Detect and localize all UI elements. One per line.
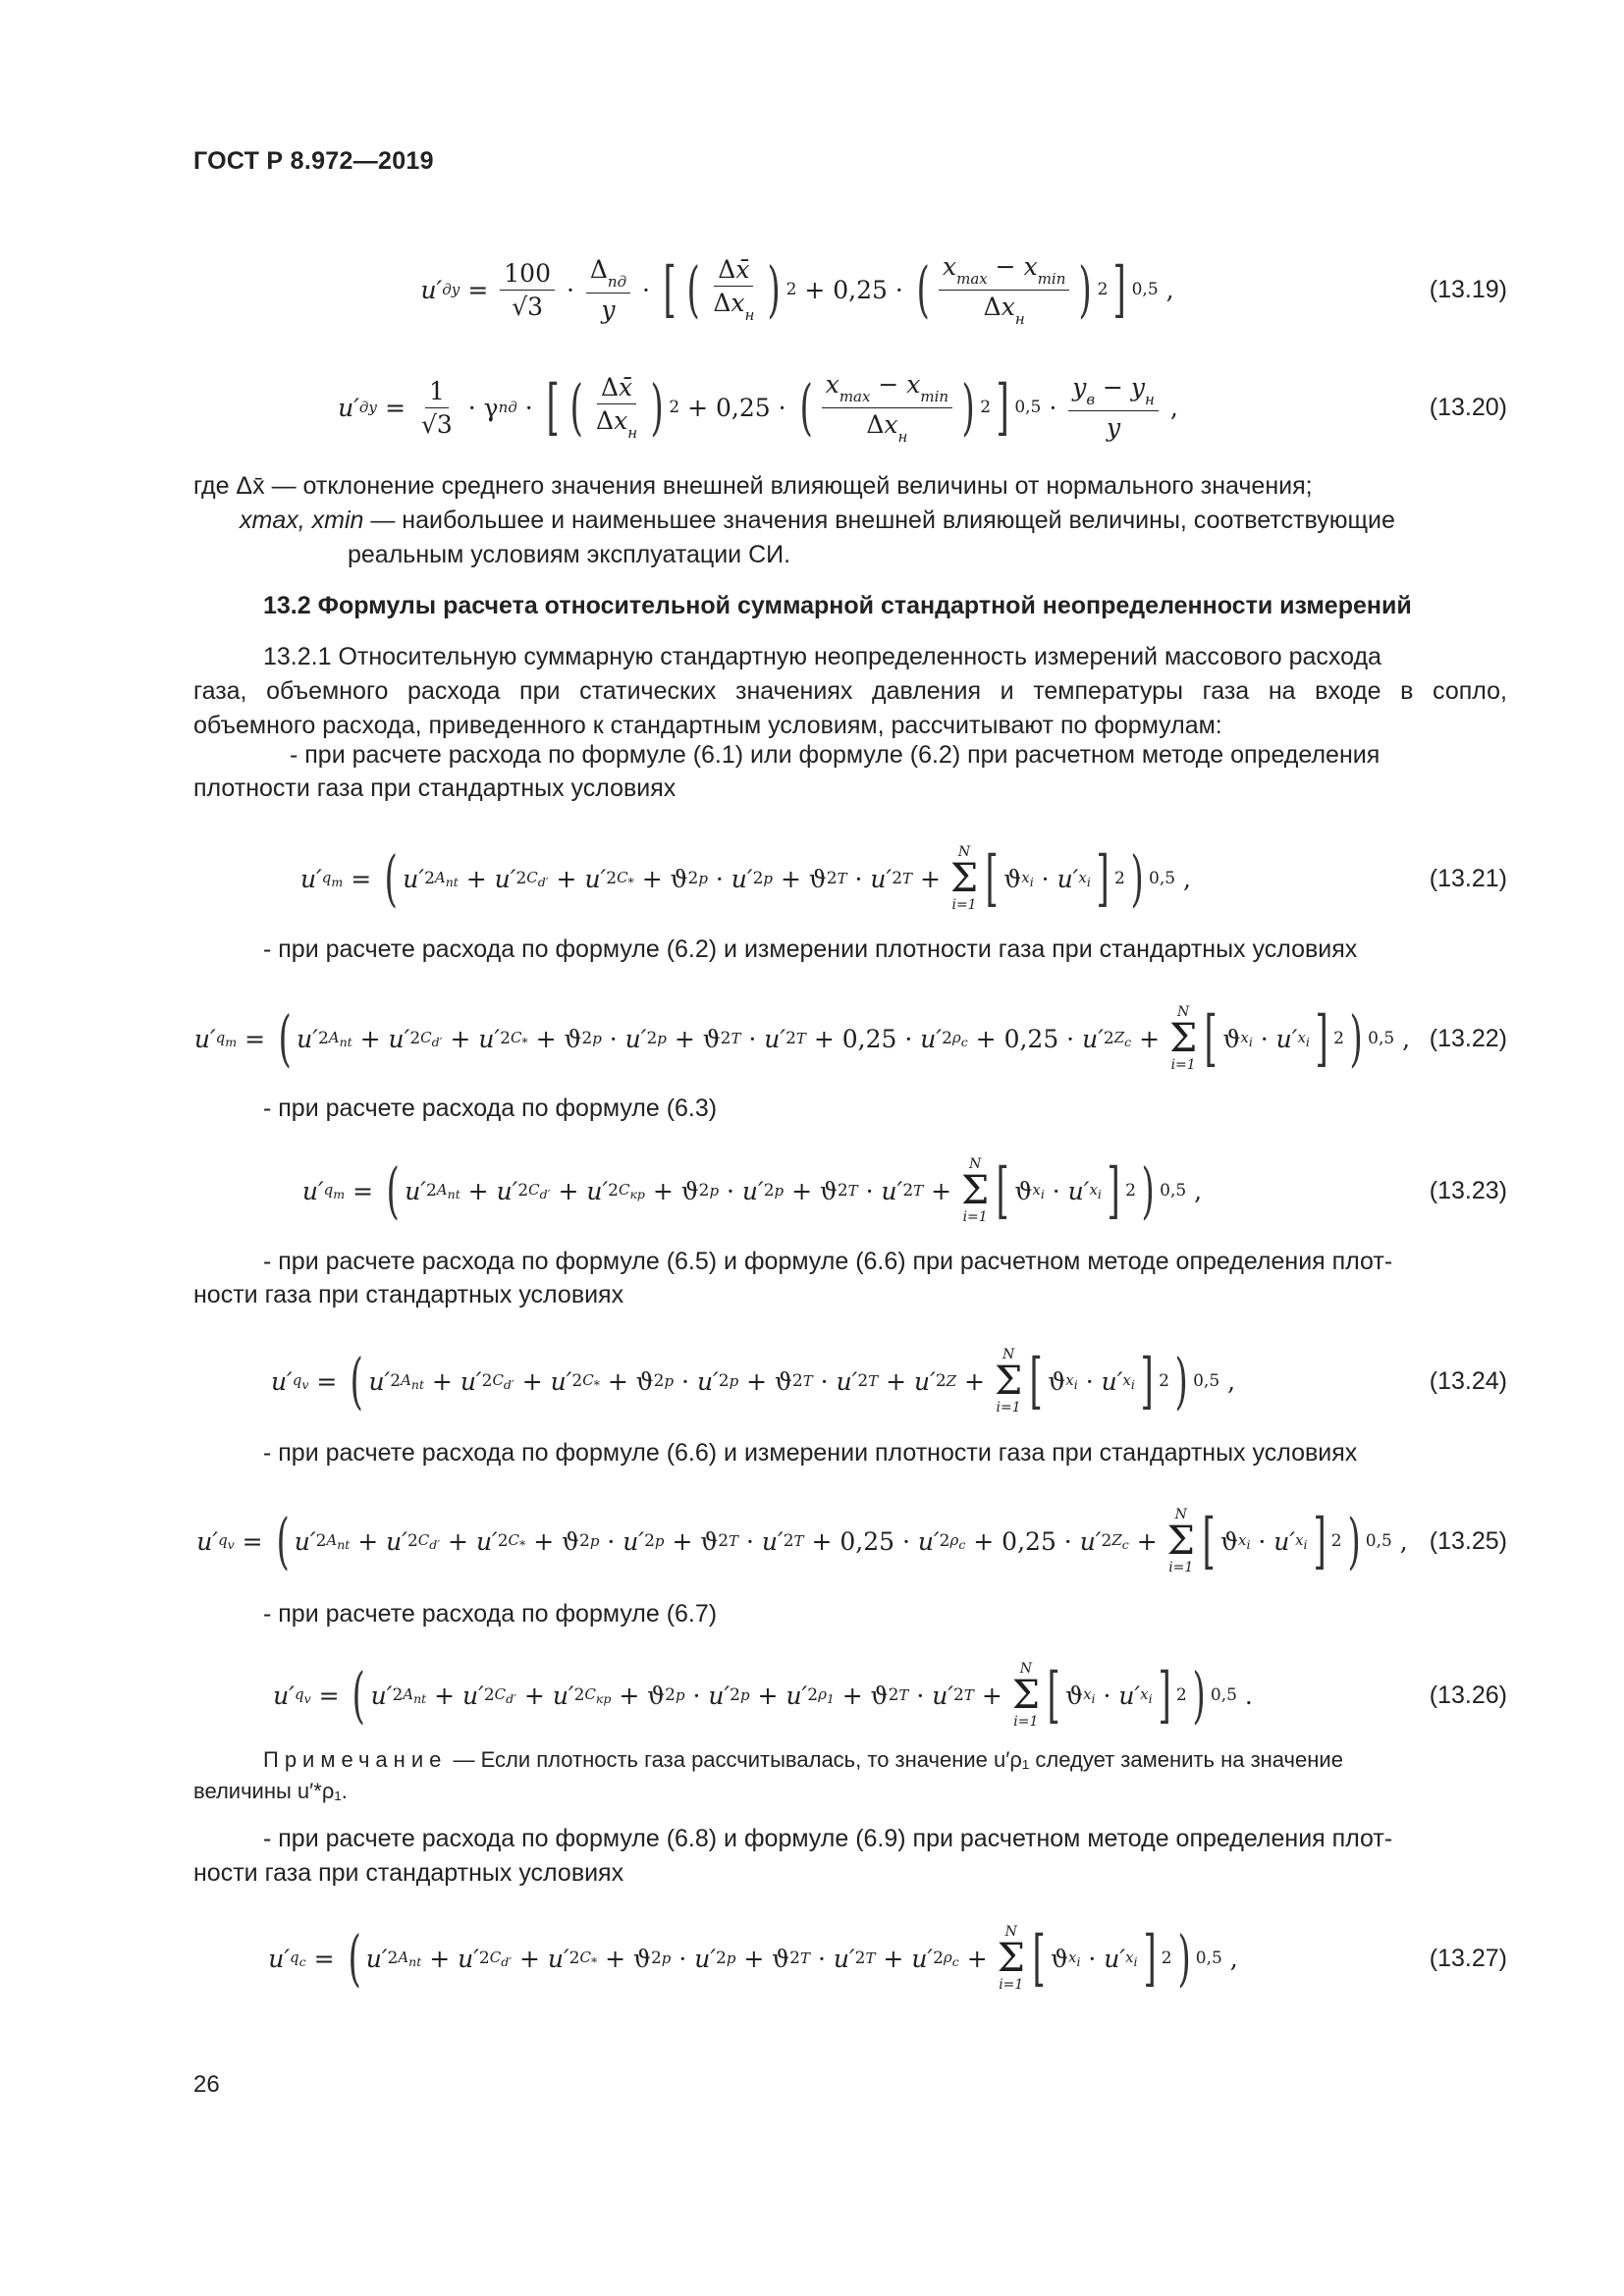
case-line: - при расчете расхода по формуле (6.2) и измерении плотности газа при стандартных условиях	[263, 935, 1358, 963]
note-text: — Если плотность газа рассчитывалась, то значение u′ρ₁ следует заменить на значение	[453, 1747, 1343, 1772]
formula-13-22	[193, 985, 1507, 1093]
formula-body: u′ $q_m$ = ( u′ 2 $A_{nt}$ + u′ 2 $C_{d'}$ + u′ 2 $C_{кр}$ + ϑ 2 p · u′ 2 p + ϑ 2 T · u′ 2 T + N Σ i=1 [ ϑ $x_i$ · u′ $x_i$ ] 2 ) 0,5 ,	[301, 1154, 1203, 1226]
where-vars: xmax, xmin	[240, 507, 364, 534]
formula-body: u′ $q_v$ = ( u′ 2 $A_{nt}$ + u′ 2 $C_{d'}$ + u′ 2 $C_*$ + ϑ 2 p · u′ 2 p + ϑ 2 T · u′ 2 T + 0,25 · u′ 2 $\rho_c$ + 0,25 · u′ 2 $Z_c$ + N Σ i=1 [ ϑ $x_i$ · u′ $x_i$ ] 2 ) 0,5 ,	[196, 1505, 1408, 1576]
formula-body: u′ $q_v$ = ( u′ 2 $A_{nt}$ + u′ 2 $C_{d'}$ + u′ 2 $C_{кр}$ + ϑ 2 p · u′ 2 p + u′ 2 $\rho_1$ + ϑ 2 T · u′ 2 T + N Σ i=1 [ ϑ $x_i$ · u′ $x_i$ ] 2 ) 0,5 .	[273, 1659, 1253, 1731]
formula-number: (13.23)	[1429, 1176, 1507, 1204]
formula-body: u′ $q_v$ = ( u′ 2 $A_{nt}$ + u′ 2 $C_{d'}$ + u′ 2 $C_*$ + ϑ 2 p · u′ 2 p + ϑ 2 T · u′ 2 T + u′ 2 Z + N Σ i=1 [ ϑ $x_i$ · u′ $x_i$ ] 2 ) 0,5 ,	[270, 1345, 1236, 1416]
formula-13-20	[193, 358, 1507, 456]
formula-13-27	[193, 1904, 1507, 2012]
formula-number: (13.26)	[1429, 1681, 1507, 1709]
formula-body: u′ $q_m$ = ( u′ 2 $A_{nt}$ + u′ 2 $C_{d'}$ + u′ 2 $C_*$ + ϑ 2 p · u′ 2 p + ϑ 2 T · u′ 2 T + 0,25 · u′ 2 $\rho_c$ + 0,25 · u′ 2 $Z_c$ + N Σ i=1 [ ϑ $x_i$ · u′ $x_i$ ] 2 ) 0,5 ,	[193, 1002, 1411, 1074]
formula-13-19	[193, 240, 1507, 339]
where-line-3: реальным условиям эксплуатации СИ.	[348, 541, 791, 568]
page-number: 26	[193, 2071, 220, 2098]
formula-13-21	[193, 825, 1507, 933]
formula-number: (13.21)	[1429, 864, 1507, 892]
formula-number: (13.19)	[1429, 275, 1507, 303]
para-line: объемного расхода, приведенного к стандартным условиям, рассчитывают по формулам:	[193, 712, 1222, 739]
formula-13-25	[193, 1487, 1507, 1595]
note-label: Примечание	[263, 1747, 448, 1772]
case-line: плотности газа при стандартных условиях	[193, 774, 677, 802]
case-line: - при расчете расхода по формуле (6.7)	[263, 1600, 718, 1628]
case-line: - при расчете расхода по формуле (6.3)	[263, 1095, 718, 1122]
case-line: - при расчете расхода по формуле (6.5) и формуле (6.6) при расчетном методе определения плот-	[263, 1248, 1393, 1275]
case-line: - при расчете расхода по формуле (6.1) или формуле (6.2) при расчетном методе определения	[290, 741, 1380, 769]
formula-number: (13.20)	[1429, 393, 1507, 421]
note-line-1	[193, 1747, 1507, 1773]
para-line: газа, объемного расхода при статических значениях давления и температуры газа на входе в сопло,	[193, 677, 1507, 705]
formula-body: u′ $q_m$ = ( u′ 2 $A_{nt}$ + u′ 2 $C_{d'}$ + u′ 2 $C_*$ + ϑ 2 p · u′ 2 p + ϑ 2 T · u′ 2 T + N Σ i=1 [ ϑ $x_i$ · u′ $x_i$ ] 2 ) 0,5 ,	[300, 842, 1191, 914]
para-line: 13.2.1 Относительную суммарную стандартную неопределенность измерений массового расхода	[263, 643, 1381, 670]
formula-body: u′ ду = $\frac{100}{√3}$ · $\frac{\Delta_{пд}}{y}$ · [ ( $\frac{\Delta x̄}{\Delta x_н}$ ) 2 + 0,25 · ( $\frac{x_{max} - x_{min}}{\Delta x_н}$ ) 2 ] 0,5 ,	[420, 251, 1174, 328]
formula-number: (13.27)	[1429, 1944, 1507, 1972]
case-line: - при расчете расхода по формуле (6.6) и измерении плотности газа при стандартных условиях	[263, 1439, 1358, 1467]
formula-number: (13.24)	[1429, 1366, 1507, 1395]
formula-body: u′ ду = $\frac{1}{√3}$ · γ пд · [ ( $\frac{\Delta x̄}{\Delta x_н}$ ) 2 + 0,25 · ( $\frac{x_{max} - x_{min}}{\Delta x_н}$ ) 2 ] 0,5 · $\frac{y_в - y_н}{y}$ ,	[338, 369, 1178, 446]
where-line-2-text: — наибольшее и наименьшее значения внешней влияющей величины, соответствующие	[370, 507, 1395, 534]
case-line: ности газа при стандартных условиях	[193, 1859, 624, 1887]
where-line-2	[240, 504, 1395, 537]
case-line: ности газа при стандартных условиях	[193, 1281, 624, 1308]
document-id: ГОСТ Р 8.972—2019	[193, 147, 434, 175]
case-line: - при расчете расхода по формуле (6.8) и формуле (6.9) при расчетном методе определения плот-	[263, 1825, 1393, 1852]
formula-body: u′ $q_c$ = ( u′ 2 $A_{nt}$ + u′ 2 $C_{d'}$ + u′ 2 $C_*$ + ϑ 2 p · u′ 2 p + ϑ 2 T · u′ 2 T + u′ 2 $\rho_c$ + N Σ i=1 [ ϑ $x_i$ · u′ $x_i$ ] 2 ) 0,5 ,	[268, 1922, 1238, 1994]
formula-number: (13.25)	[1429, 1526, 1507, 1555]
section-title: 13.2 Формулы расчета относительной суммарной стандартной неопределенности измерений	[263, 592, 1412, 619]
formula-13-23	[193, 1137, 1507, 1245]
formula-number: (13.22)	[1429, 1024, 1507, 1052]
note-line-2: величины u′*ρ₁.	[193, 1779, 348, 1803]
where-line-1: где Δx̄ — отклонение среднего значения внешней влияющей величины от нормального значения;	[193, 472, 1313, 500]
formula-13-26	[193, 1641, 1507, 1749]
formula-13-24	[193, 1327, 1507, 1435]
